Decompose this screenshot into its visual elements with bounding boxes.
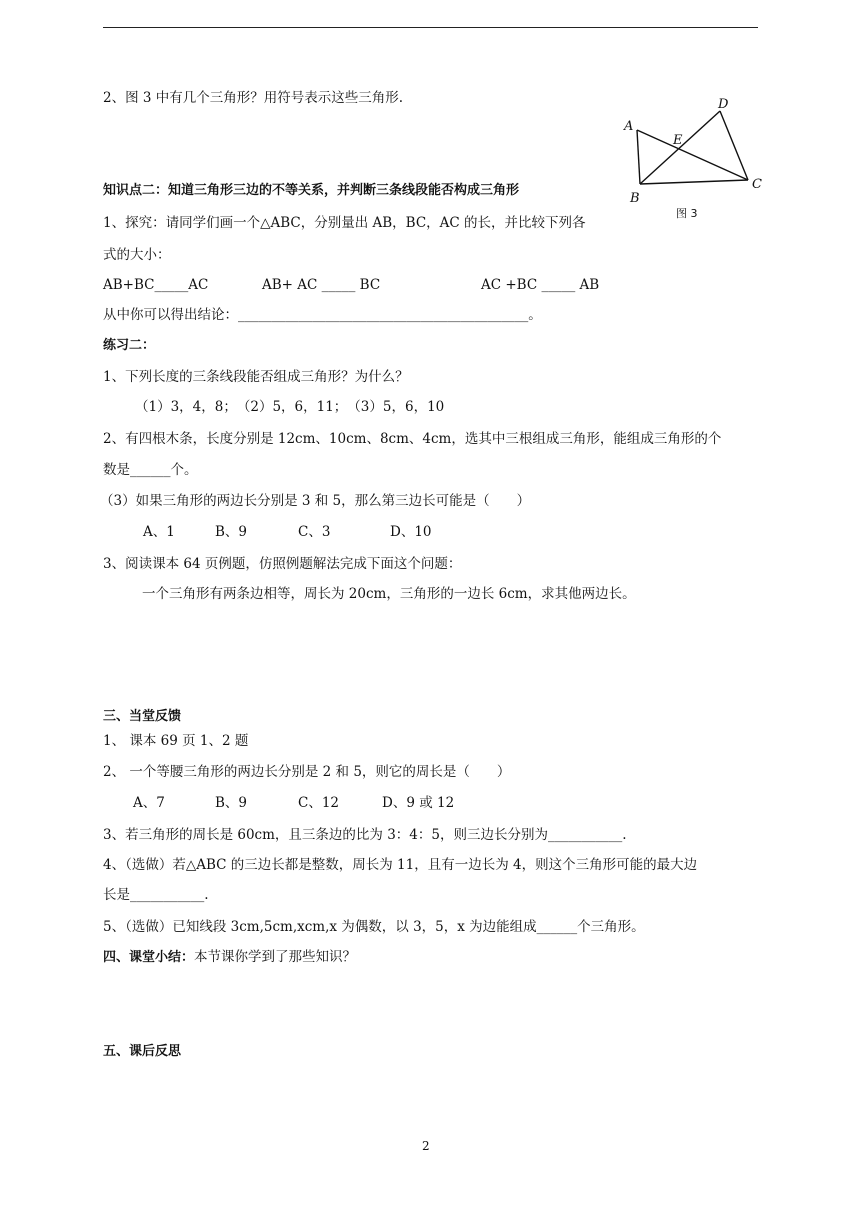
exercise-2-q1-options: （1）3，4，8； （2）5，6，11； （3）5，6，10 [135, 399, 445, 415]
section-3-q2-option-d: D、9 或 12 [382, 795, 455, 811]
segment-bc [640, 180, 748, 184]
triangle-figure-3 [612, 92, 772, 224]
exercise-2-q3-option-d: D、10 [390, 524, 432, 540]
compare-1: AB+BC_____AC [103, 277, 209, 293]
section-5-title: 五、课后反思 [103, 1044, 182, 1059]
header-rule [103, 27, 758, 28]
section-3-title: 三、当堂反馈 [103, 709, 182, 724]
section-3-q2-option-b: B、9 [215, 795, 248, 811]
exercise-2-q1: 1、下列长度的三条线段能否组成三角形？为什么？ [103, 369, 409, 385]
section-3-q2: 2、 一个等腰三角形的两边长分别是 2 和 5，则它的周长是（ ） [103, 764, 511, 780]
exercise-2-title: 练习二： [103, 338, 156, 353]
question-2: 2、图 3 中有几个三角形？用符号表示这些三角形. [103, 90, 404, 106]
label-b: B [630, 191, 640, 206]
segment-ab [637, 130, 640, 184]
section-3-q2-option-c: C、12 [298, 795, 340, 811]
section-3-q3: 3、若三角形的周长是 60cm，且三条边的比为 3：4：5，则三边长分别为___________. [103, 827, 627, 843]
section-3-q1: 1、 课本 69 页 1、2 题 [103, 733, 249, 749]
label-a: A [624, 119, 634, 134]
exercise-2-q3-option-b: B、9 [215, 524, 248, 540]
section-3-q4-line2: 长是___________. [103, 887, 209, 903]
knowledge-point-2-title: 知识点二：知道三角形三边的不等关系，并判断三条线段能否构成三角形 [103, 183, 520, 198]
label-d: D [718, 97, 729, 112]
compare-2: AB+ AC _____ BC [262, 277, 381, 293]
exercise-2-q3: （3）如果三角形的两边长分别是 3 和 5，那么第三边长可能是（ ） [100, 493, 531, 509]
explore-line-2: 式的大小： [103, 247, 171, 263]
exercise-2-q4-body: 一个三角形有两条边相等，周长为 20cm，三角形的一边长 6cm，求其他两边长。 [142, 586, 636, 602]
section-4 [103, 948, 356, 967]
figure-caption: 图 3 [676, 207, 698, 220]
section-3-q5: 5、（选做）已知线段 3cm,5cm,xcm,x 为偶数，以 3，5，x 为边能组成______个三角形。 [103, 919, 645, 935]
compare-3: AC +BC _____ AB [481, 277, 600, 293]
exercise-2-q3-option-c: C、3 [298, 524, 331, 540]
explore-line-1: 1、探究：请同学们画一个△ABC，分别量出 AB，BC，AC 的长，并比较下列各 [103, 215, 586, 231]
label-c: C [752, 177, 762, 192]
label-e: E [673, 133, 683, 148]
section-3-q2-option-a: A、7 [133, 795, 165, 811]
section-4-title: 四、课堂小结： [103, 950, 195, 965]
section-3-q4-line1: 4、（选做）若△ABC 的三边长都是整数，周长为 11，且有一边长为 4，则这个三角形可能的最大边 [103, 857, 698, 873]
conclusion: 从中你可以得出结论：___________________________________________。 [103, 307, 542, 323]
page-number: 2 [422, 1139, 430, 1153]
exercise-2-q2-line2: 数是______个。 [103, 462, 198, 478]
exercise-2-q2-line1: 2、有四根木条，长度分别是 12cm、10cm、8cm、4cm，选其中三根组成三角形，能组成三角形的个 [103, 431, 722, 447]
exercise-2-q3-option-a: A、1 [143, 524, 175, 540]
exercise-2-q4: 3、阅读课本 64 页例题，仿照例题解法完成下面这个问题： [103, 556, 462, 572]
section-4-text: 本节课你学到了那些知识？ [194, 949, 357, 965]
